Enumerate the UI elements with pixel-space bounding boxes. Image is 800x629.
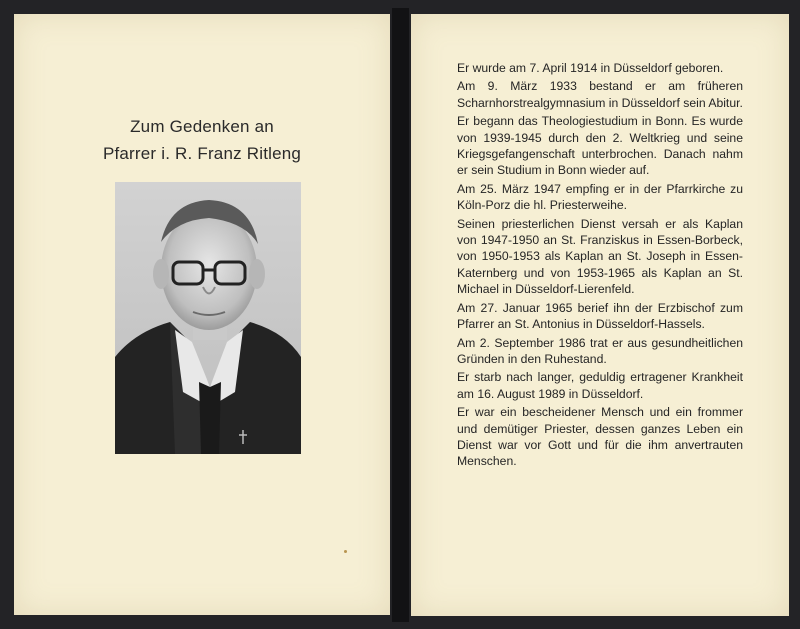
biography-paragraph: Er starb nach langer, geduldig ertragener Krankheit am 16. August 1989 in Düsseldorf. <box>457 370 743 401</box>
biography-text <box>457 60 743 472</box>
biography-paragraph: Er war ein bescheidener Mensch und ein frommer und demütiger Priester, dessen ganzes Leben ein Dienst war vor Gott und für die ihm anvertrauten Menschen. <box>457 405 743 469</box>
biography-paragraph: Er wurde am 7. April 1914 in Düsseldorf geboren. <box>457 61 724 75</box>
biography-paragraph: Am 27. Januar 1965 berief ihn der Erzbischof zum Pfarrer an St. Antonius in Düsseldorf-Hassels. <box>457 300 743 332</box>
memorial-heading: Zum Gedenken an <box>130 117 274 136</box>
card-fold <box>392 8 409 622</box>
paper-speck <box>344 550 347 553</box>
deceased-name: Pfarrer i. R. Franz Ritleng <box>102 144 302 163</box>
biography-paragraph: Am 9. März 1933 bestand er am früheren Scharnhorstrealgymnasium in Düsseldorf sein Abitur. <box>457 79 743 110</box>
memorial-card-back <box>411 14 789 616</box>
biography-paragraph: Er begann das Theologiestudium in Bonn. Es wurde von 1939-1945 durch den 2. Weltkrieg und seine Kriegsgefangenschaft unterbrochen. Danach nahm er sein Studium in Bonn wieder auf. <box>457 114 743 178</box>
portrait-photo <box>115 182 301 454</box>
biography-paragraph: Seinen priesterlichen Dienst versah er als Kaplan von 1947-1950 an St. Franziskus in Essen-Borbeck, von 1950-1953 als Kaplan an St. Joseph in Essen-Katernberg und von 1953-1965 als Kaplan an St. Michael in Düsseldorf-Lierenfeld. <box>457 216 743 297</box>
biography-paragraph: Am 25. März 1947 empfing er in der Pfarrkirche zu Köln-Porz die hl. Priesterweihe. <box>457 181 743 213</box>
memorial-card-front <box>14 14 390 615</box>
biography-paragraph: Am 2. September 1986 trat er aus gesundheitlichen Gründen in den Ruhestand. <box>457 335 743 366</box>
